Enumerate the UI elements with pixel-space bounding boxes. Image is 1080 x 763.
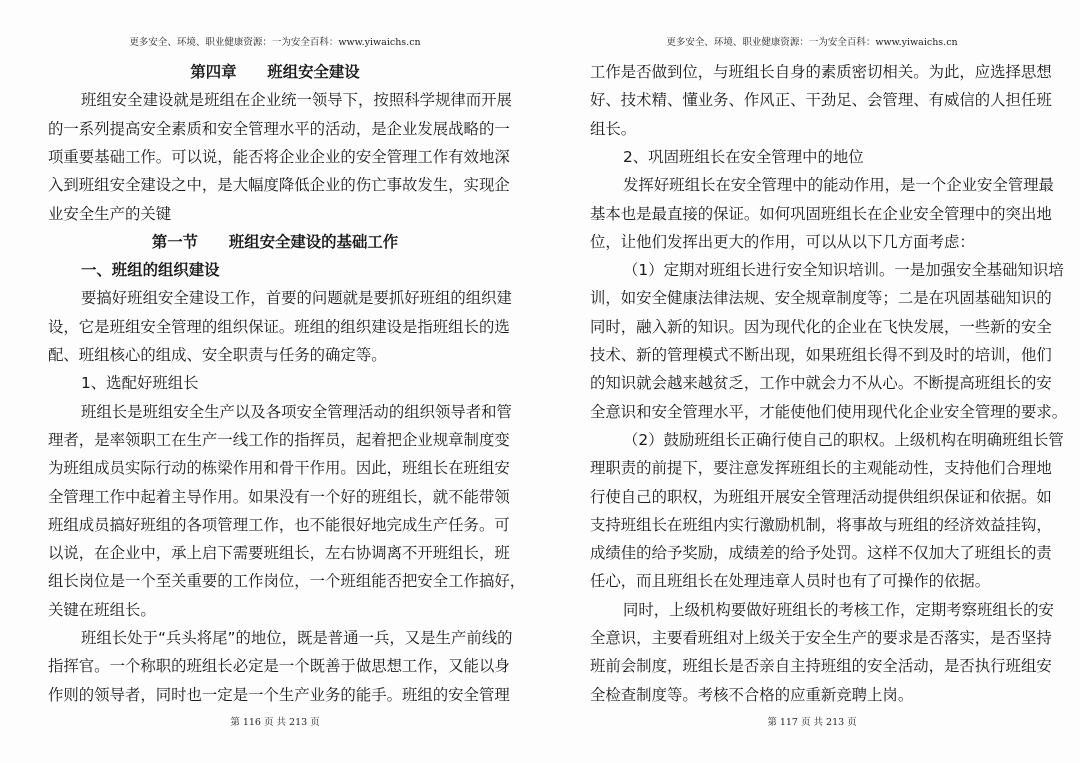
text-line: 同时，上级机构要做好班组长的考核工作，定期考察班组长的安 xyxy=(623,600,1054,619)
text-line: 好、技术精、懂业务、作风正、干劲足、会管理、有威信的人担任班 xyxy=(590,91,1052,110)
text-line: 一、班组的组织建设 xyxy=(81,261,220,280)
text-line: 要搞好班组安全建设工作，首要的问题就是要抓好班组的组织建 xyxy=(81,289,512,308)
text-line: 基本也是最直接的保证。如何巩固班组长在企业安全管理中的突出地 xyxy=(590,204,1052,223)
text-line: 项重要基础工作。可以说，能否将企业企业的安全管理工作有效地深 xyxy=(48,147,510,166)
text-line: 班组长处于“兵头将尾”的地位，既是普通一兵，又是生产前线的 xyxy=(81,629,513,647)
left-page xyxy=(48,0,526,763)
text-line: 指挥官。一个称职的班组长必定是一个既善于做思想工作，又能以身 xyxy=(48,657,510,676)
page-header: 更多安全、环境、职业健康资源：一为安全百科：www.yiwaichs.cn xyxy=(129,37,421,48)
page-footer: 第 116 页 共 213 页 xyxy=(230,717,320,728)
page-header: 更多安全、环境、职业健康资源：一为安全百科：www.yiwaichs.cn xyxy=(666,37,958,48)
text-line: 班组长是班组安全生产以及各项安全管理活动的组织领导者和管 xyxy=(81,402,512,421)
text-line: 入到班组安全建设之中，是大幅度降低企业的伤亡事故发生，实现企 xyxy=(48,176,510,195)
text-line: 以说，在企业中，承上启下需要班组长，左右协调离不开班组长，班 xyxy=(48,544,510,563)
text-line: 任心，而且班组长在处理违章人员时也有了可操作的依据。 xyxy=(590,572,991,591)
text-line: 配、班组核心的组成、安全职责与任务的确定等。 xyxy=(48,346,387,364)
text-line: 位，让他们发挥出更大的作用，可以从以下几方面考虑： xyxy=(590,232,975,251)
text-line: 班前会制度，班组长是否亲自主持班组的安全活动，是否执行班组安 xyxy=(590,657,1052,676)
text-line: 全意识，主要看班组对上级关于安全生产的要求是否落实，是否坚持 xyxy=(590,629,1052,647)
text-line: 1、选配好班组长 xyxy=(81,374,199,393)
text-line: 的知识就会越来越贫乏，工作中就会力不从心。不断提高班组长的安 xyxy=(590,374,1052,393)
text-line: 全管理工作中起着主导作用。如果没有一个好的班组长，就不能带领 xyxy=(48,487,510,506)
page-footer: 第 117 页 共 213 页 xyxy=(767,717,857,728)
text-line: 关键在班组长。 xyxy=(48,600,156,619)
text-line: 全检查制度等。考核不合格的应重新竞聘上岗。 xyxy=(590,685,914,704)
text-line: 班组安全建设就是班组在企业统一领导下，按照科学规律而开展 xyxy=(81,91,512,110)
text-line: 班组成员搞好班组的各项管理工作，也不能很好地完成生产任务。可 xyxy=(48,515,510,534)
text-line: 支持班组长在班组内实行激励机制，将事故与班组的经济效益挂钩， xyxy=(590,515,1052,534)
text-line: 组长。 xyxy=(590,119,637,138)
text-line: （2）鼓励班组长正确行使自己的职权。上级机构在明确班组长管 xyxy=(623,430,1064,449)
text-line: 设，它是班组安全管理的组织保证。班组的组织建设是指班组长的选 xyxy=(48,317,510,336)
text-line: 理职责的前提下，要注意发挥班组长的主观能动性，支持他们合理地 xyxy=(590,459,1052,478)
heading: 第四章 班组安全建设 xyxy=(190,63,360,81)
text-line: 的一系列提高安全素质和安全管理水平的活动，是企业发展战略的一 xyxy=(48,119,510,138)
text-line: （1）定期对班组长进行安全知识培训。一是加强安全基础知识培 xyxy=(623,261,1064,280)
text-line: 为班组成员实际行动的栋梁作用和骨干作用。因此，班组长在班组安 xyxy=(48,459,510,478)
text-line: 业安全生产的关键 xyxy=(48,204,172,223)
right-page xyxy=(590,0,1068,763)
text-line: 行使自己的职权，为班组开展安全管理活动提供组织保证和依据。如 xyxy=(590,487,1052,506)
heading: 第一节 班组安全建设的基础工作 xyxy=(151,232,399,251)
text-line: 成绩佳的给予奖励，成绩差的给予处罚。这样不仅加大了班组长的责 xyxy=(590,544,1052,563)
text-line: 全意识和安全管理水平，才能使他们使用现代化企业安全管理的要求。 xyxy=(590,402,1068,421)
text-line: 理者，是率领职工在生产一线工作的指挥员，起着把企业规章制度变 xyxy=(48,430,510,449)
text-line: 组长岗位是一个至关重要的工作岗位，一个班组能否把安全工作搞好， xyxy=(48,572,526,591)
text-line: 训，如安全健康法律法规、安全规章制度等；二是在巩固基础知识的 xyxy=(590,289,1052,308)
text-line: 技术、新的管理模式不断出现，如果班组长得不到及时的培训，他们 xyxy=(590,346,1052,364)
text-line: 作则的领导者，同时也一定是一个生产业务的能手。班组的安全管理 xyxy=(48,685,510,704)
text-line: 同时，融入新的知识。因为现代化的企业在飞快发展，一些新的安全 xyxy=(590,317,1052,336)
text-line: 2、巩固班组长在安全管理中的地位 xyxy=(623,147,864,166)
text-line: 发挥好班组长在安全管理中的能动作用，是一个企业安全管理最 xyxy=(623,176,1054,195)
text-line: 工作是否做到位，与班组长自身的素质密切相关。为此，应选择思想 xyxy=(590,63,1052,81)
